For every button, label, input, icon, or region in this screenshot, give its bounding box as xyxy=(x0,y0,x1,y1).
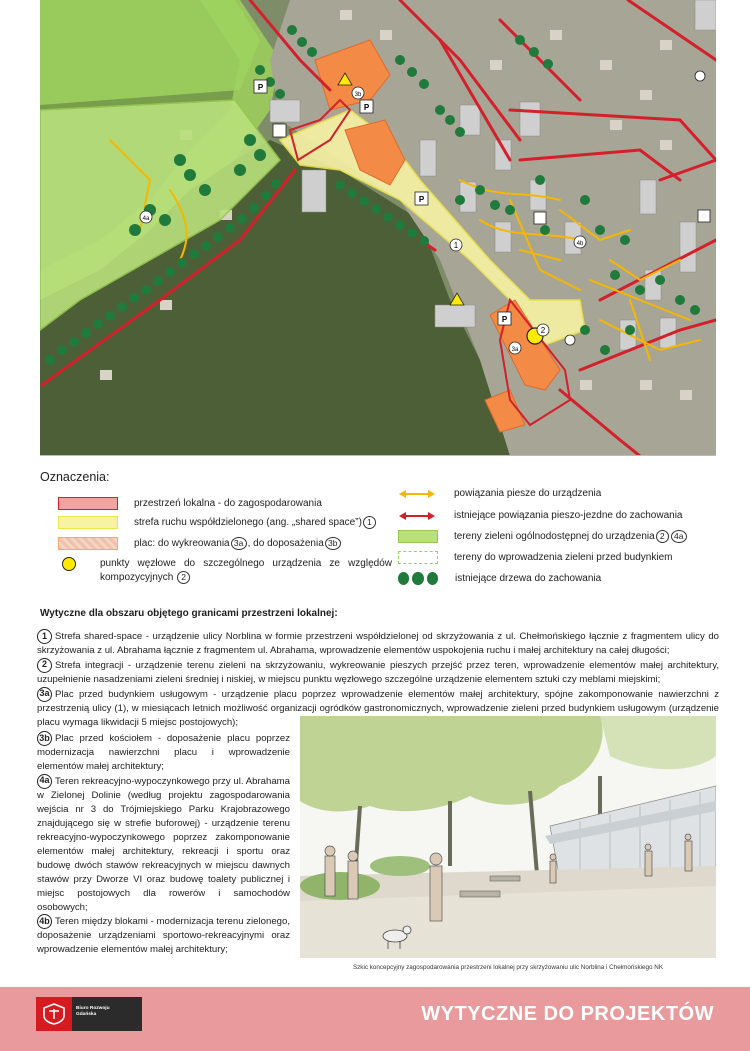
legend-item-greendash xyxy=(398,551,672,564)
legend-local-text: przestrzeń lokalna - do zagospodarowania xyxy=(134,498,322,509)
legend-item-plac xyxy=(58,537,342,550)
site-plan-drawing xyxy=(40,0,716,456)
map-parking-3: P xyxy=(418,195,425,204)
legend-green-text: tereny zieleni ogólnodostępnej do urządzenia xyxy=(454,531,655,542)
guidelines-title: Wytyczne dla obszaru objętego granicami przestrzeni lokalnej: xyxy=(40,608,338,619)
legend-plac-text-b: , do doposażenia xyxy=(247,538,324,549)
logo-line-2: Gdańska xyxy=(76,1012,97,1017)
guideline-text-1: Strefa shared-space - urządzenie ulicy Norblina w formie przestrzeni współdzielonej od skrzyżowania z ul. Chełmońskiego łącznie z fragmentem ulicy do skrzyżowania z ul. Abrahama łącznie z fragmentem ul. Abrahama, wprowadzenie elementów uspokojenia ruchu i małej architektury na całej długości; xyxy=(37,631,719,656)
map-label-3b: 3b xyxy=(354,92,362,98)
legend-plac-text-a: plac: do wykreowania xyxy=(134,538,230,549)
guideline-num-1: 1 xyxy=(37,629,52,644)
guideline-num-4b: 4b xyxy=(37,914,52,929)
map-parking-4: P xyxy=(501,315,508,324)
guideline-text-2: Strefa integracji - urządzenie terenu zieleni na skrzyżowaniu, wykreowanie pieszych przejść przez teren, wprowadzenie elementów małej architektury, uzupełnienie nasadzeniami zieleni średniej i niskiej, w miejscu punktu węzłowego szczególne urządzenie elementem sztuki czy meblami miejskimi; xyxy=(37,659,719,685)
num-badge-1: 1 xyxy=(363,516,376,529)
legend-node-text: punkty węzłowe do szczególnego urządzenia ze względów kompozycyjnych xyxy=(100,558,392,584)
guideline-item-2 xyxy=(37,658,719,687)
guideline-item-4b xyxy=(37,914,290,957)
legend-item-ped xyxy=(398,487,601,500)
logo-line-1: Biuro Rozwoju xyxy=(76,1006,110,1011)
tree-icon xyxy=(427,572,438,585)
green-dashed-swatch xyxy=(398,551,438,564)
shared-space-swatch xyxy=(58,516,118,529)
num-badge-2: 2 xyxy=(177,571,190,584)
concept-sketch-illustration xyxy=(300,716,716,958)
legend-road-text: istniejące powiązania pieszo-jezdne do zachowania xyxy=(454,510,683,521)
green-zone-swatch xyxy=(398,530,438,543)
guideline-num-2: 2 xyxy=(37,658,52,673)
map-parking-1: P xyxy=(257,83,264,92)
site-plan-map xyxy=(40,0,716,456)
map-parking-2: P xyxy=(363,103,370,112)
legend-item-road xyxy=(398,509,682,522)
double-arrow-red-icon xyxy=(398,510,436,522)
map-label-3a: 3a xyxy=(511,347,519,353)
footer-bar xyxy=(0,987,750,1051)
double-arrow-yellow-icon xyxy=(398,488,436,500)
tree-icons xyxy=(398,572,438,585)
num-badge-4a: 4a xyxy=(671,530,687,543)
node-point-icon xyxy=(62,557,76,571)
legend-shared-text: strefa ruchu współdzielonego (ang. „shared space”) xyxy=(134,517,362,528)
tree-icon xyxy=(398,572,409,585)
guidelines-left-column xyxy=(37,731,290,957)
footer-title: WYTYCZNE DO PROJEKTÓW xyxy=(421,1003,714,1025)
num-badge-3b: 3b xyxy=(325,537,341,550)
logo-text xyxy=(72,997,142,1031)
guideline-num-4a: 4a xyxy=(37,774,52,789)
plac-swatch xyxy=(58,537,118,550)
sketch-caption: Szkic koncepcyjny zagospodarowania przestrzeni lokalnej przy skrzyżowaniu ulic Norblina i Chełmońskiego NK xyxy=(352,964,664,971)
map-label-1: 1 xyxy=(453,241,459,250)
guideline-num-3a: 3a xyxy=(37,687,52,702)
guideline-text-3b: Plac przed kościołem - doposażenie placu poprzez modernizacja nawierzchni placu i wprowadzenie elementów małej architektury; xyxy=(37,733,290,772)
num-badge-3a: 3a xyxy=(231,537,247,550)
guidelines-full-width xyxy=(37,629,719,730)
num-badge-2b: 2 xyxy=(656,530,669,543)
gdansk-crest-icon xyxy=(36,997,72,1031)
brg-logo xyxy=(36,997,142,1031)
map-label-4b: 4b xyxy=(576,241,584,247)
legend-ped-text: powiązania piesze do urządzenia xyxy=(454,488,602,499)
guideline-item-4a xyxy=(37,774,290,915)
legend-title: Oznaczenia: xyxy=(40,470,110,484)
map-label-4a: 4a xyxy=(142,216,150,222)
legend-item-shared xyxy=(58,516,377,529)
guideline-item-3b xyxy=(37,731,290,774)
guideline-text-4a: Teren rekreacyjno-wypoczynkowego przy ul. Abrahama w Zielonej Dolinie (według projektu zagospodarowania wejścia nr 3 do Trójmiejskiego Parku Krajobrazowego znajdującego się w strefie buforowej) - urządzenie terenu rekreacyjno-wypoczynkowego poprzez zakomponowanie elementów małej architektury, rekreacji i sportu oraz budowę dwóch stawów rekreacyjnych w miejscu dawnych stawów przy Dworze VI oraz budowę toalety publicznej i miejsc postojowych dla rowerów i samochodów osobowych; xyxy=(37,775,290,913)
concept-sketch xyxy=(300,716,716,958)
guideline-item-1 xyxy=(37,629,719,658)
map-label-2: 2 xyxy=(540,326,546,335)
local-space-swatch xyxy=(58,497,118,510)
guideline-text-3a: Plac przed budynkiem usługowym - urządzenie placu poprzez wprowadzenie elementów małej architektury, spójne zakomponowanie nawierzchni z przestrzenią ulicy (1), w miesiącach letnich możliwość organizacji ogródków gastronomicznych, wprowadzenie zieleni przed budynkiem usługowym (urządzenie placu wymaga likwidacji 5 miejsc postojowych); xyxy=(37,688,719,728)
legend-item-green xyxy=(398,530,688,543)
legend-greendash-text: tereny do wprowadzenia zieleni przed budynkiem xyxy=(454,552,673,563)
legend-item-local xyxy=(58,497,322,510)
tree-icon xyxy=(412,572,423,585)
legend-item-node xyxy=(62,557,392,585)
guideline-num-3b: 3b xyxy=(37,731,52,746)
legend-item-trees xyxy=(398,572,601,585)
guideline-text-4b: Teren między blokami - modernizacja terenu zielonego, doposażenie urządzeniami sportowo-rekreacyjnymi oraz wprowadzenie elementów małej architektury; xyxy=(37,916,290,956)
legend-trees-text: istniejące drzewa do zachowania xyxy=(455,573,602,584)
